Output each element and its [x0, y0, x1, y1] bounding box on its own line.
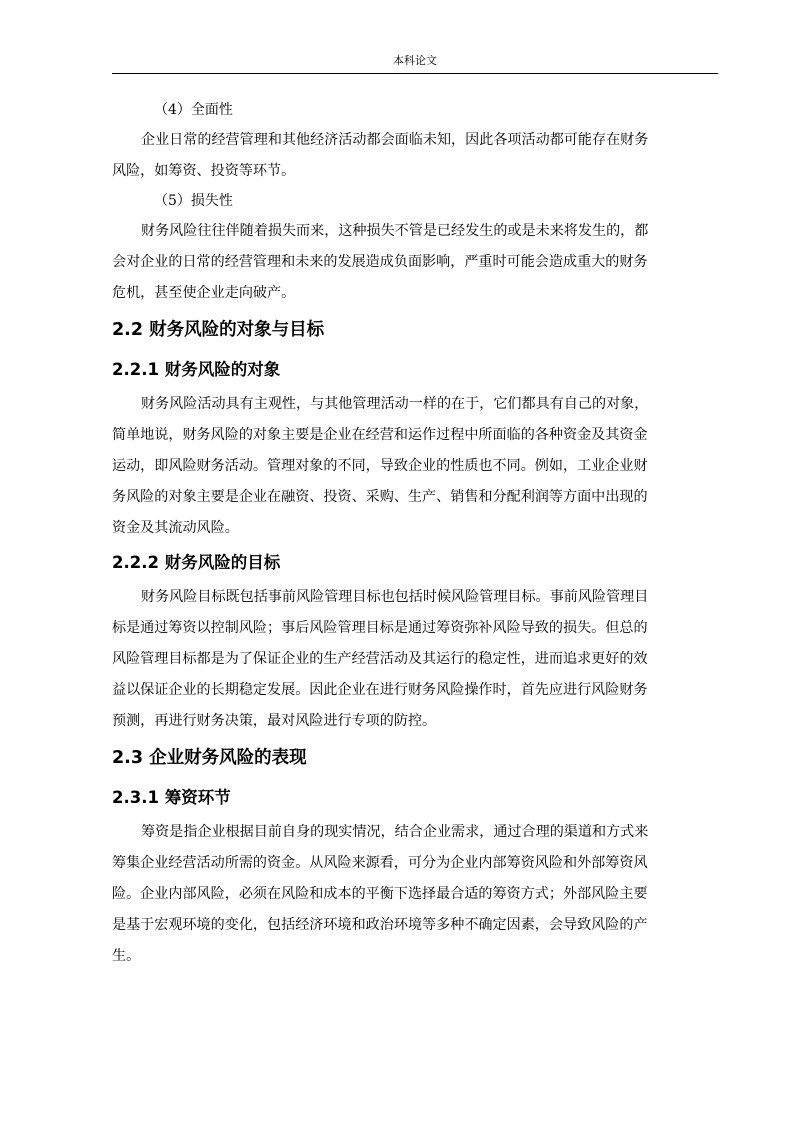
- header-rule: [112, 73, 718, 74]
- subsection-label: （4）全面性: [154, 102, 233, 118]
- section-heading: 2.2 财务风险的对象与目标: [112, 320, 325, 340]
- subsection-heading: 2.2.1 财务风险的对象: [112, 360, 281, 379]
- section-heading: 2.3 企业财务风险的表现: [112, 748, 307, 768]
- subsection-heading: 2.3.1 筹资环节: [112, 788, 231, 807]
- document-body: [112, 96, 718, 972]
- paragraph: 财务风险目标既包括事前风险管理目标也包括时候风险管理目标。事前风险管理目 标是通过筹资以控制风险；事后风险管理目标是通过筹资弥补风险导致的损失。但总的 风险管理目标都是为了保证企业的生产经营活动及其运行的稳定性，进而追求更好的效 益以保证企业的长期稳定发展。因此企业在进行财务风险操作时，首先应进行风险财务 预测，再进行财务决策，最对风险进行专项的防控。: [112, 589, 649, 729]
- paragraph: 财务风险活动具有主观性，与其他管理活动一样的在于，它们都具有自己的对象， 简单地说，财务风险的对象主要是企业在经营和运作过程中所面临的各种资金及其资金 运动，即风险财务活动。管理对象的不同，导致企业的性质也不同。例如，工业企业财 务风险的对象主要是企业在融资、投资、采购、生产、销售和分配利润等方面中出现的 资金及其流动风险。: [112, 396, 649, 536]
- subsection-label: （5）损失性: [154, 193, 233, 209]
- page-header: 本科论文: [393, 54, 437, 67]
- subsection-heading: 2.2.2 财务风险的目标: [112, 553, 281, 572]
- paragraph: 企业日常的经营管理和其他经济活动都会面临未知，因此各项活动都可能存在财务 风险，如筹资、投资等环节。: [112, 132, 649, 179]
- paragraph: 筹资是指企业根据目前自身的现实情况，结合企业需求，通过合理的渠道和方式来 筹集企业经营活动所需的资金。从风险来源看，可分为企业内部筹资风险和外部筹资风 险。企业内部风险，必须在风险和成本的平衡下选择最合适的筹资方式；外部风险主要 是基于宏观环境的变化，包括经济环境和政治环境等多种不确定因素，会导致风险的产 生。: [112, 824, 649, 964]
- paragraph: 财务风险往往伴随着损失而来，这种损失不管是已经发生的或是未来将发生的，都 会对企业的日常的经营管理和未来的发展造成负面影响，严重时可能会造成重大的财务 危机，甚至使企业走向破产。: [112, 223, 649, 301]
